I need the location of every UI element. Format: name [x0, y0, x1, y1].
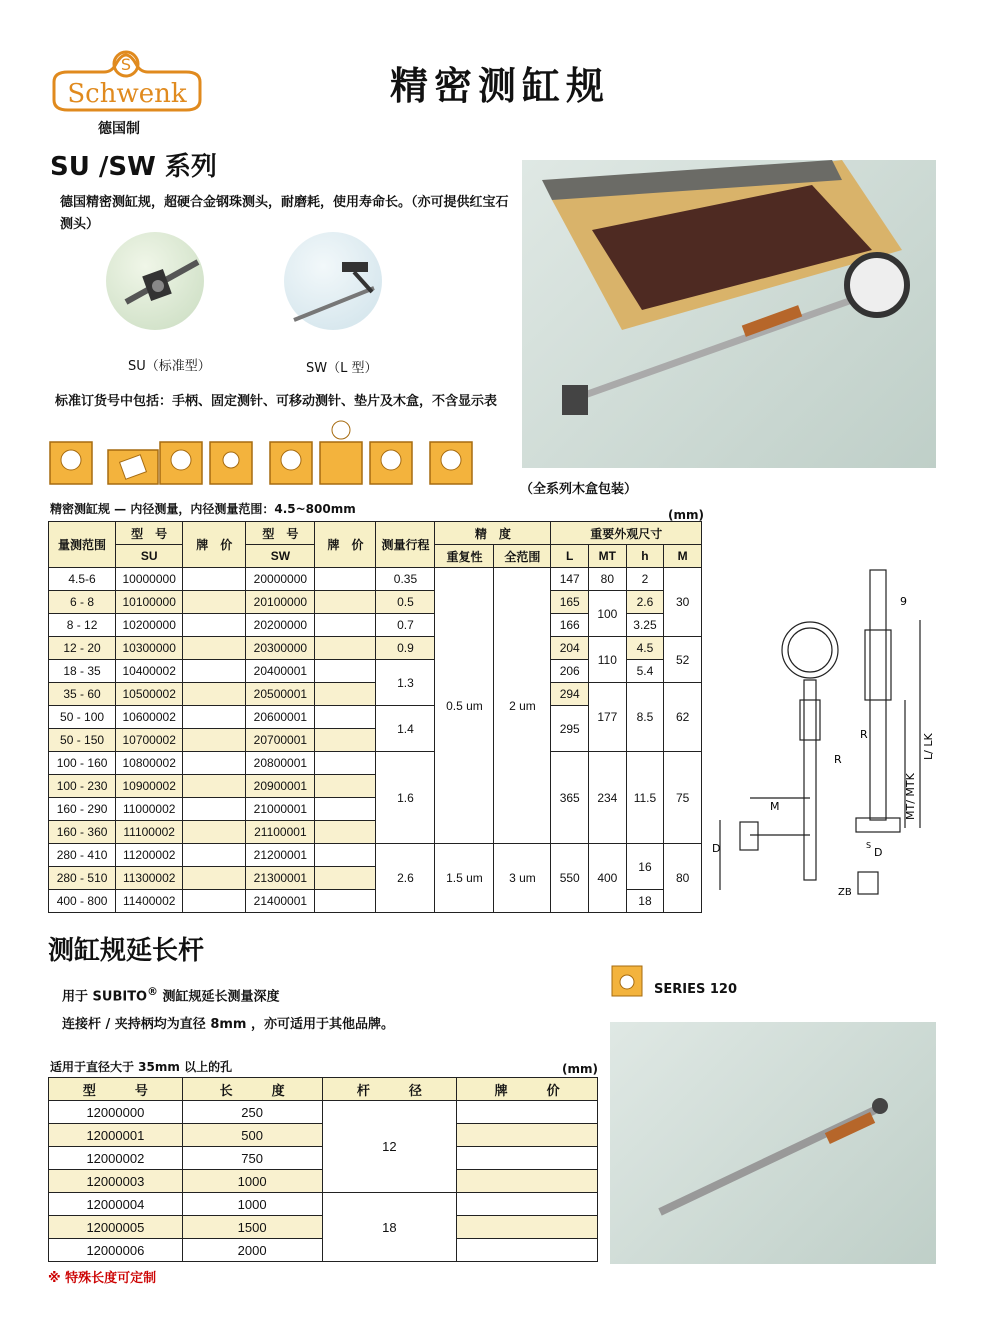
- ext-header-length: 长 度: [182, 1078, 322, 1101]
- table-row: 12000001 500: [49, 1124, 598, 1147]
- header-M: M: [664, 545, 702, 568]
- header-model-sw: 型 号: [246, 522, 315, 545]
- header-dims: 重要外观尺寸: [551, 522, 702, 545]
- table-row: 8 - 12 10200000 20200000 0.7 166 3.25: [49, 614, 702, 637]
- header-range: 量测范围: [49, 522, 116, 568]
- extension-heading: 测缸规延长杆: [48, 936, 205, 966]
- made-in-label: 德国制: [98, 121, 140, 137]
- header-travel: 测量行程: [376, 522, 435, 568]
- svg-text:S: S: [866, 841, 872, 850]
- header-L: L: [551, 545, 589, 568]
- header-price-sw: 牌 价: [315, 522, 376, 568]
- svg-text:D: D: [874, 846, 883, 859]
- header-h: h: [626, 545, 664, 568]
- brand-name: Schwenk: [67, 79, 187, 109]
- table-row: 4.5-6 10000000 20000000 0.35 0.5 um 2 um 147 80 2 30: [49, 568, 702, 591]
- table-row: 12000004 1000 18: [49, 1193, 598, 1216]
- table-row: 50 - 100 10600002 20600001 1.4 295: [49, 706, 702, 729]
- header-price-su: 牌 价: [183, 522, 246, 568]
- table-row: 35 - 60 10500002 20500001 294 177 8.5 62: [49, 683, 702, 706]
- table-row: 160 - 290 11000002 21000001: [49, 798, 702, 821]
- header-model-su: 型 号: [116, 522, 183, 545]
- ext-header-price: 牌 价: [457, 1078, 598, 1101]
- photo-caption: （全系列木盒包装）: [520, 482, 638, 497]
- header-MT: MT: [589, 545, 627, 568]
- table-row: 280 - 410 11200002 21200001 2.6 1.5 um 3 um 550 400 16 80: [49, 844, 702, 867]
- extension-rod-photo: [610, 1022, 936, 1264]
- table-row: 12 - 20 10300000 20300000 0.9 204 110 4.5 52: [49, 637, 702, 660]
- wooden-box-photo: [522, 160, 936, 468]
- ext-header-model: 型 号: [49, 1078, 183, 1101]
- header-repeat: 重复性: [435, 545, 494, 568]
- table-row: 12000006 2000: [49, 1239, 598, 1262]
- custom-length-note: ※ 特殊长度可定制: [48, 1271, 157, 1286]
- svg-text:9: 9: [900, 595, 907, 608]
- table-row: 12000000 250 12: [49, 1101, 598, 1124]
- header-full: 全范围: [494, 545, 551, 568]
- table-row: 100 - 160 10800002 20800001 1.6 365 234 11.5 75: [49, 752, 702, 775]
- bore-gauge-table: [48, 521, 702, 913]
- su-variant-image: [106, 232, 204, 330]
- ext-header-rod: 杆 径: [322, 1078, 457, 1101]
- table-row: 100 - 230 10900002 20900001: [49, 775, 702, 798]
- product-description: 德国精密测缸规，超硬合金钢珠测头，耐磨耗，使用寿命长。（亦可提供红宝石测头）: [60, 195, 509, 232]
- series-heading: SU /SW 系列: [50, 152, 217, 182]
- series-label: SERIES 120: [654, 982, 737, 997]
- svg-text:L/ LK: L/ LK: [922, 733, 935, 760]
- svg-text:R: R: [834, 753, 842, 766]
- header-su: SU: [116, 545, 183, 568]
- table-row: 50 - 150 10700002 20700001: [49, 729, 702, 752]
- extension-line2: 连接杆 / 夹持柄均为直径 8mm ，亦可适用于其他品牌。: [62, 1017, 394, 1032]
- svg-text:R: R: [860, 728, 868, 741]
- svg-text:S: S: [120, 55, 132, 74]
- extension-line1: 用于 SUBITO® 测缸规延长测量深度: [62, 985, 280, 1005]
- table-row: 18 - 35 10400002 20400001 1.3 206 5.4: [49, 660, 702, 683]
- table2-unit: (mm): [562, 1062, 598, 1076]
- table-row: 6 - 8 10100000 20100000 0.5 165 100 2.6: [49, 591, 702, 614]
- svg-text:ZB: ZB: [838, 887, 852, 898]
- header-sw: SW: [246, 545, 315, 568]
- extension-rod-table: [48, 1077, 598, 1262]
- table1-caption: 精密测缸规 — 内径测量，内径测量范围：4.5~800mm: [50, 502, 356, 516]
- table2-caption: 适用于直径大于 35mm 以上的孔: [50, 1060, 233, 1074]
- sw-variant-label: SW（L 型）: [306, 361, 378, 376]
- sw-variant-image: [284, 232, 382, 330]
- header-precision: 精 度: [435, 522, 551, 545]
- table-row: 12000003 1000: [49, 1170, 598, 1193]
- svg-text:M: M: [770, 800, 780, 813]
- standard-package-note: 标准订货号中包括：手柄、固定测针、可移动测针、垫片及木盒，不含显示表: [55, 394, 498, 409]
- page-title: 精密测缸规: [389, 64, 610, 108]
- su-variant-label: SU（标准型）: [128, 359, 211, 374]
- svg-text:D: D: [712, 842, 721, 855]
- svg-text:MT/ MTK: MT/ MTK: [904, 773, 917, 820]
- table-row: 400 - 800 11400002 21400001 18: [49, 890, 702, 913]
- table-row: 12000002 750: [49, 1147, 598, 1170]
- table-row: 280 - 510 11300002 21300001: [49, 867, 702, 890]
- table-row: 160 - 360 11100002 21100001: [49, 821, 702, 844]
- table-row: 12000005 1500: [49, 1216, 598, 1239]
- table1-unit: (mm): [668, 508, 704, 522]
